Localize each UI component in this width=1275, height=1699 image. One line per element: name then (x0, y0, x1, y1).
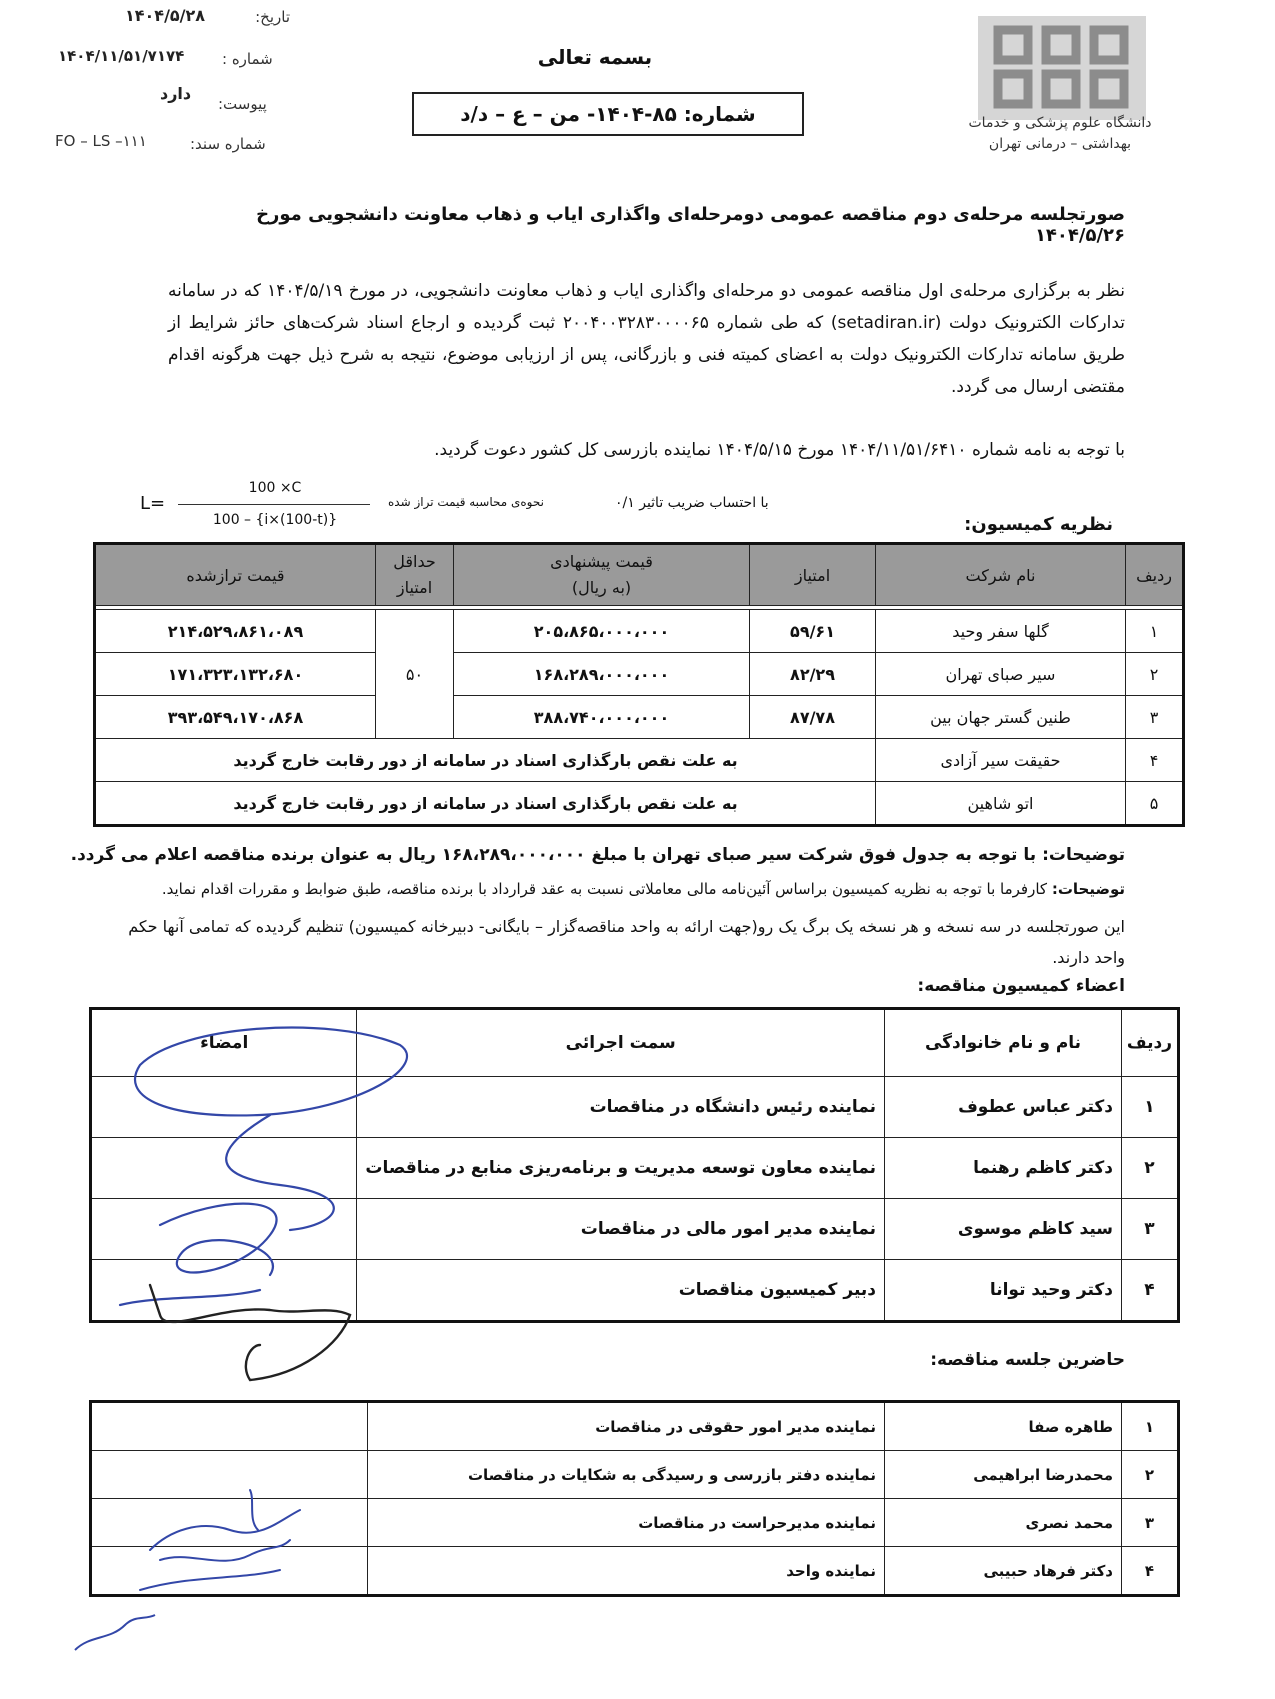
row-number: ۱ (1126, 610, 1184, 653)
formula-factor-note: با احتساب ضریب تاثیر ۰/۱ (615, 495, 769, 511)
attachment-label: پیوست: (218, 95, 267, 113)
member-role: دبیر کمیسیون مناقصات (357, 1260, 885, 1322)
explanation-label-1: توضیحات: (1042, 845, 1125, 865)
row-number: ۴ (1122, 1260, 1179, 1322)
company-name: اتو شاهین (876, 782, 1126, 826)
col-min-score-header-line2: امتیاز (396, 578, 433, 597)
table-row (91, 1402, 1179, 1451)
col-min-score-header-line1: حداقل (393, 552, 436, 571)
table-row (91, 1138, 1179, 1199)
member-signature-cell (91, 1199, 357, 1260)
explanation-text-1: با توجه به جدول فوق شرکت سیر صبای تهران با مبلغ ۱۶۸،۲۸۹،۰۰۰،۰۰۰ ریال به عنوان برنده مناقصه اعلام می گردد. (70, 845, 1037, 865)
members-label: اعضاء کمیسیون مناقصه: (917, 976, 1125, 996)
adjusted-price: ۳۹۳،۵۴۹،۱۷۰،۸۶۸ (95, 696, 376, 739)
table-row (91, 1077, 1179, 1138)
col-adjusted-header: قیمت ترازشده (95, 544, 376, 606)
offer-price: ۳۸۸،۷۴۰،۰۰۰،۰۰۰ (454, 696, 750, 739)
members-col-role: سمت اجرائی (357, 1009, 885, 1077)
disqualified-note: به علت نقص بارگذاری اسناد در سامانه از دور رقابت خارج گردید (95, 782, 876, 826)
row-number: ۵ (1126, 782, 1184, 826)
attendee-name: محمد نصری (885, 1499, 1122, 1547)
attendees-label: حاضرین جلسه مناقصه: (930, 1350, 1125, 1370)
explanation-label-2: توضیحات: (1051, 880, 1125, 898)
row-number: ۳ (1126, 696, 1184, 739)
table-row (95, 610, 1184, 653)
row-number: ۲ (1126, 653, 1184, 696)
row-number: ۳ (1122, 1199, 1179, 1260)
disqualified-note: به علت نقص بارگذاری اسناد در سامانه از دور رقابت خارج گردید (95, 739, 876, 782)
col-company-header: نام شرکت (876, 544, 1126, 606)
formula-bar (178, 504, 370, 505)
attendee-signature-cell (91, 1499, 368, 1547)
explanation-text-2: کارفرما با توجه به نظریه کمیسیون براساس آئین‌نامه مالی معاملاتی نسبت به عقد قرارداد با برنده مناقصه، طبق ضوابط و مقررات اقدام نماید. (161, 880, 1048, 898)
member-signature-cell (91, 1260, 357, 1322)
table-row (95, 653, 1184, 696)
table-row (95, 696, 1184, 739)
university-name (960, 113, 1160, 155)
members-col-row: ردیف (1122, 1009, 1179, 1077)
formula-numerator: 100 ×C (248, 480, 302, 496)
col-price-header (454, 544, 750, 606)
date-label: تاریخ: (255, 8, 290, 26)
contract-explanation (60, 880, 1125, 898)
adjusted-price: ۱۷۱،۳۲۳،۱۳۲،۶۸۰ (95, 653, 376, 696)
attendee-role: نماینده واحد (368, 1547, 885, 1596)
row-number: ۳ (1122, 1499, 1179, 1547)
number-label: شماره : (222, 50, 273, 68)
offer-price: ۲۰۵،۸۶۵،۰۰۰،۰۰۰ (454, 610, 750, 653)
attendee-name: دکتر فرهاد حبیبی (885, 1547, 1122, 1596)
reference-number-box: شماره: ۸۵-۱۴۰۴- من – ع – د/د (412, 92, 804, 136)
member-role: نماینده رئیس دانشگاه در مناقصات (357, 1077, 885, 1138)
adjusted-price: ۲۱۴،۵۲۹،۸۶۱،۰۸۹ (95, 610, 376, 653)
doc-number-value: FO – LS –۱۱۱ (55, 132, 147, 150)
row-number: ۱ (1122, 1077, 1179, 1138)
member-name: سید کاظم موسوی (885, 1199, 1122, 1260)
table-row (91, 1547, 1179, 1596)
table-row (91, 1451, 1179, 1499)
row-number: ۲ (1122, 1138, 1179, 1199)
table-row (91, 1199, 1179, 1260)
col-price-header-line1: قیمت پیشنهادی (550, 552, 653, 571)
company-name: سیر صبای تهران (876, 653, 1126, 696)
row-number: ۴ (1122, 1547, 1179, 1596)
university-line-1: دانشگاه علوم پزشکی و خدمات (968, 115, 1152, 131)
company-name: گلها سفر وحید (876, 610, 1126, 653)
table-row (95, 782, 1184, 826)
bids-table-header (95, 544, 1184, 606)
number-value: ۱۴۰۴/۱۱/۵۱/۷۱۷۴ (58, 47, 185, 65)
attendee-signature-cell (91, 1451, 368, 1499)
member-name: دکتر کاظم رهنما (885, 1138, 1122, 1199)
company-name: حقیقت سیر آزادی (876, 739, 1126, 782)
score: ۸۲/۲۹ (750, 653, 876, 696)
member-role: نماینده معاون توسعه مدیریت و برنامه‌ریزی منابع در مناقصات (357, 1138, 885, 1199)
attendee-name: محمدرضا ابراهیمی (885, 1451, 1122, 1499)
attendee-signature-cell (91, 1402, 368, 1451)
formula-lhs: L= (140, 493, 166, 514)
score: ۸۷/۷۸ (750, 696, 876, 739)
document-title: صورتجلسه مرحله‌ی دوم مناقصه عمومی دومرحله‌ای واگذاری ایاب و ذهاب معاونت دانشجویی مورخ ۱۴۰۴/۵/۲۶ (256, 204, 1125, 246)
table-row (95, 739, 1184, 782)
members-table (89, 1007, 1180, 1323)
university-logo (978, 16, 1146, 120)
university-emblem-icon (978, 16, 1146, 120)
min-score: ۵۰ (376, 610, 454, 739)
bismillah: بسمه تعالی (537, 45, 653, 69)
attendee-role: نماینده دفتر بازرسی و رسیدگی به شکایات در مناقصات (368, 1451, 885, 1499)
member-signature-cell (91, 1138, 357, 1199)
col-min-score-header (376, 544, 454, 606)
university-line-2: بهداشتی – درمانی تهران (988, 136, 1132, 152)
row-number: ۱ (1122, 1402, 1179, 1451)
company-name: طنین گستر جهان بین (876, 696, 1126, 739)
score: ۵۹/۶۱ (750, 610, 876, 653)
intro-invitation-line: با توجه به نامه شماره ۱۴۰۴/۱۱/۵۱/۶۴۱۰ مورخ ۱۴۰۴/۵/۱۵ نماینده بازرسی کل کشور دعوت گردید. (434, 440, 1125, 460)
attendee-role: نماینده مدیرحراست در مناقصات (368, 1499, 885, 1547)
attendees-table (89, 1400, 1180, 1597)
col-score-header: امتیاز (750, 544, 876, 606)
intro-paragraph: نظر به برگزاری مرحله‌ی اول مناقصه عمومی دو مرحله‌ای واگذاری ایاب و ذهاب معاونت دانشجویی، در مورخ ۱۴۰۴/۵/۱۹ که در سامانه تدارکات الکترونیک دولت (setadiran.ir) که طی شماره ۲۰۰۴۰۰۳۲۸۳۰۰۰۰۶۵ ثبت گردیده و ارجاع اسناد شرکت‌های حائز شرایط از طریق سامانه تدارکات الکترونیک دولت به اعضای کمیته فنی و بازرگانی، پس از ارزیابی موضوع، نتیجه به شرح ذیل جهت هرگونه اقدام مقتضی ارسال می گردد. (168, 281, 1125, 397)
commission-opinion-label: نظریه کمیسیون: (964, 514, 1113, 535)
offer-price: ۱۶۸،۲۸۹،۰۰۰،۰۰۰ (454, 653, 750, 696)
col-price-header-line2: (به ریال) (571, 578, 632, 597)
row-number: ۴ (1126, 739, 1184, 782)
member-name: دکتر وحید توانا (885, 1260, 1122, 1322)
formula-caption: نحوه‌ی محاسبه قیمت تراز شده (388, 495, 544, 509)
col-row-header: ردیف (1126, 544, 1184, 606)
members-table-header (91, 1009, 1179, 1077)
attachment-value: دارد (160, 84, 192, 103)
attendee-role: نماینده مدیر امور حقوقی در مناقصات (368, 1402, 885, 1451)
handwritten-date-mark (70, 1610, 160, 1660)
member-name: دکتر عباس عطوف (885, 1077, 1122, 1138)
row-number: ۲ (1122, 1451, 1179, 1499)
attendee-signature-cell (91, 1547, 368, 1596)
member-role: نماینده مدیر امور مالی در مناقصات (357, 1199, 885, 1260)
doc-number-label: شماره سند: (190, 135, 266, 153)
date-value: ۱۴۰۴/۵/۲۸ (125, 6, 206, 25)
member-signature-cell (91, 1077, 357, 1138)
table-row (91, 1499, 1179, 1547)
formula-denominator: 100 – {i×(100-t)} (212, 512, 338, 528)
bids-table (93, 542, 1185, 827)
members-col-sign: امضاء (91, 1009, 357, 1077)
winner-explanation (70, 845, 1125, 865)
attendee-name: طاهره صفا (885, 1402, 1122, 1451)
copies-explanation: این صورتجلسه در سه نسخه و هر نسخه یک برگ یک رو(جهت ارائه به واحد مناقصه‌گزار – بایگانی- دبیرخانه کمیسیون) تنظیم گردیده که تمامی آنها حکم واحد دارند. (128, 917, 1125, 967)
date-mark-stroke (75, 1615, 155, 1650)
table-row (91, 1260, 1179, 1322)
members-col-name: نام و نام خانوادگی (885, 1009, 1122, 1077)
